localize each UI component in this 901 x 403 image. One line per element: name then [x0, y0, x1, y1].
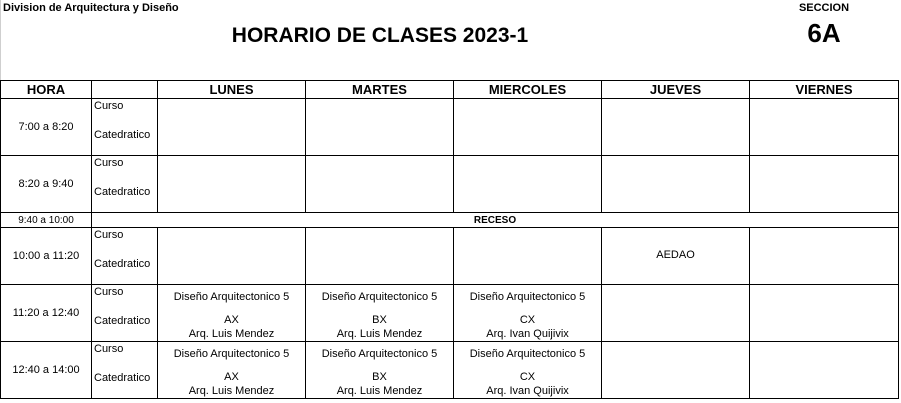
course-label: Curso — [94, 343, 124, 355]
department-name: Division de Arquitectura y Diseño — [3, 2, 179, 14]
cell-lunes — [158, 156, 306, 213]
cell-jueves — [602, 156, 750, 213]
page-title: HORARIO DE CLASES 2023-1 — [231, 24, 529, 47]
cell-martes — [306, 99, 454, 156]
row-label-cell — [92, 342, 158, 399]
cell-lunes — [158, 99, 306, 156]
schedule-row — [1, 228, 899, 285]
row-label-cell — [92, 99, 158, 156]
cell-miercoles — [454, 285, 602, 342]
course-label: Curso — [94, 286, 124, 298]
course-name: Diseño Arquitectonico 5 — [173, 348, 290, 360]
teacher-label: Catedratico — [94, 315, 151, 327]
cell-jueves — [602, 285, 750, 342]
time-cell: 12:40 a 14:00 — [1, 342, 92, 399]
schedule-row — [1, 156, 899, 213]
teacher-label: Catedratico — [94, 258, 151, 270]
cell-miercoles — [454, 228, 602, 285]
course-label: Curso — [94, 100, 124, 112]
teacher-name: Arq. Ivan Quijivix — [486, 328, 569, 340]
header-martes: MARTES — [306, 81, 454, 99]
time-cell: 8:20 a 9:40 — [1, 156, 92, 213]
cell-martes — [306, 228, 454, 285]
section-value: 6A — [807, 18, 841, 48]
cell-lunes — [158, 342, 306, 399]
course-name: Diseño Arquitectonico 5 — [321, 291, 438, 303]
cell-viernes — [750, 228, 899, 285]
schedule-row — [1, 342, 899, 399]
header-miercoles: MIERCOLES — [454, 81, 602, 99]
course-name: AEDAO — [656, 249, 695, 261]
cell-martes — [306, 342, 454, 399]
course-section: CX — [519, 314, 536, 326]
time-cell: 7:00 a 8:20 — [1, 99, 92, 156]
header-viernes: VIERNES — [750, 81, 899, 99]
teacher-name: Arq. Luis Mendez — [336, 328, 423, 340]
header-hora: HORA — [1, 81, 92, 99]
teacher-name: Arq. Luis Mendez — [188, 328, 275, 340]
recess-label: RECESO — [92, 213, 899, 228]
teacher-name: Arq. Ivan Quijivix — [486, 385, 569, 397]
time-cell: 9:40 a 10:00 — [1, 213, 92, 228]
teacher-name: Arq. Luis Mendez — [336, 385, 423, 397]
cell-martes — [306, 285, 454, 342]
section-label: SECCION — [798, 2, 850, 14]
cell-miercoles — [454, 156, 602, 213]
cell-lunes — [158, 285, 306, 342]
cell-jueves — [602, 99, 750, 156]
teacher-name: Arq. Luis Mendez — [188, 385, 275, 397]
course-name: Diseño Arquitectonico 5 — [469, 291, 586, 303]
cell-jueves — [602, 342, 750, 399]
course-section: BX — [372, 371, 387, 383]
schedule-row — [1, 285, 899, 342]
time-cell: 10:00 a 11:20 — [1, 228, 92, 285]
cell-miercoles — [454, 342, 602, 399]
header-jueves: JUEVES — [602, 81, 750, 99]
course-name: Diseño Arquitectonico 5 — [321, 348, 438, 360]
course-label: Curso — [94, 157, 124, 169]
course-name: Diseño Arquitectonico 5 — [469, 348, 586, 360]
cell-martes — [306, 156, 454, 213]
header-row — [1, 81, 899, 99]
schedule-row — [1, 99, 899, 156]
course-section: BX — [372, 314, 387, 326]
course-label: Curso — [94, 229, 124, 241]
row-label-cell — [92, 285, 158, 342]
schedule-table — [0, 80, 899, 399]
course-section: AX — [224, 314, 239, 326]
row-label-cell — [92, 228, 158, 285]
course-section: AX — [224, 371, 239, 383]
cell-lunes — [158, 228, 306, 285]
teacher-label: Catedratico — [94, 186, 151, 198]
cell-viernes — [750, 99, 899, 156]
cell-miercoles — [454, 99, 602, 156]
teacher-label: Catedratico — [94, 372, 151, 384]
cell-viernes — [750, 342, 899, 399]
course-section: CX — [519, 371, 536, 383]
header-blank — [92, 81, 158, 99]
header-lunes: LUNES — [158, 81, 306, 99]
teacher-label: Catedratico — [94, 129, 151, 141]
recess-row — [1, 213, 899, 228]
row-label-cell — [92, 156, 158, 213]
cell-jueves — [602, 228, 750, 285]
course-name: Diseño Arquitectonico 5 — [173, 291, 290, 303]
time-cell: 11:20 a 12:40 — [1, 285, 92, 342]
cell-viernes — [750, 156, 899, 213]
cell-viernes — [750, 285, 899, 342]
